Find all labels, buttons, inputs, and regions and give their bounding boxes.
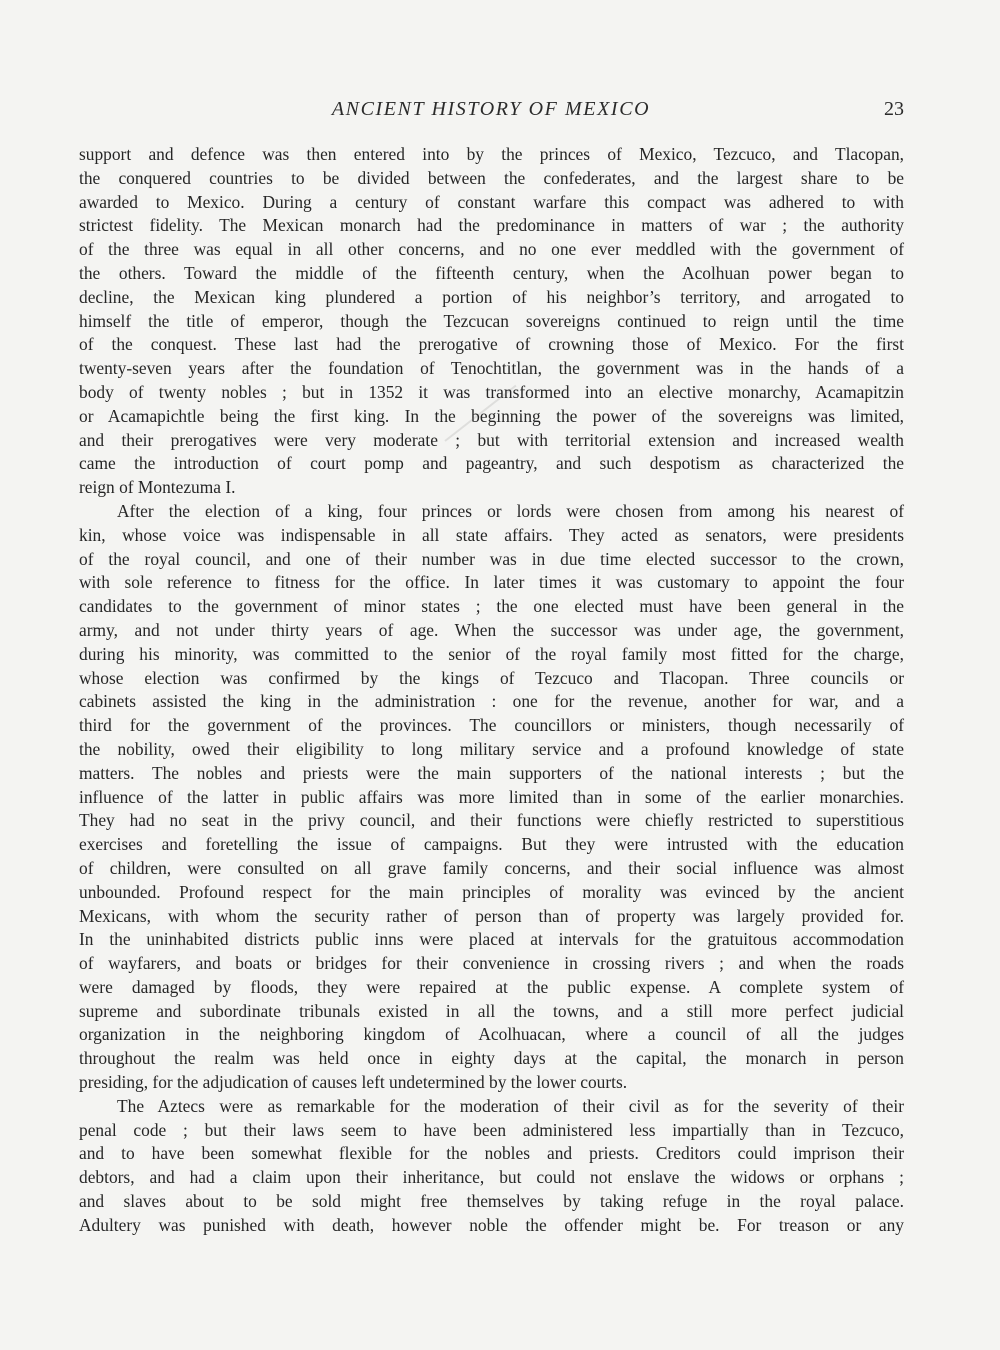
text-line: during his minority, was committed to the senior of the royal family most fitted for the charge,	[79, 643, 904, 664]
text-line: They had no seat in the privy council, and their functions were chiefly restricted to superstitious	[79, 810, 904, 831]
paragraph-2	[79, 500, 904, 1095]
text-line: of the conquest. These last had the prerogative of crowning those of Mexico. For the first	[79, 334, 904, 355]
text-line: cabinets assisted the king in the administration : one for the revenue, another for war, and a	[79, 691, 904, 712]
text-line: with sole reference to fitness for the office. In later times it was customary to appoint the four	[79, 572, 904, 593]
text-line: strictest fidelity. The Mexican monarch had the predominance in matters of war ; the authority	[79, 215, 904, 236]
text-line: candidates to the government of minor states ; the one elected must have been general in the	[79, 596, 904, 617]
text-line: support and defence was then entered into by the princes of Mexico, Tezcuco, and Tlacopan,	[79, 144, 904, 164]
text-line: third for the government of the provinces. The councillors or ministers, though necessarily of	[79, 715, 904, 736]
text-line: throughout the realm was held once in eighty days at the capital, the monarch in person	[79, 1048, 904, 1069]
text-line: army, and not under thirty years of age. When the successor was under age, the government,	[79, 619, 904, 640]
text-line: exercises and foretelling the issue of campaigns. But they were intrusted with the education	[79, 834, 904, 855]
paragraph-3	[79, 1095, 904, 1238]
text-line: body of twenty nobles ; but in 1352 it was transformed into an elective monarchy, Acamapitzin	[79, 381, 904, 402]
text-line: awarded to Mexico. During a century of constant warfare this compact was adhered to with	[79, 191, 904, 212]
body-text	[79, 143, 904, 1238]
text-line: After the election of a king, four princes or lords were chosen from among his nearest of	[117, 500, 904, 521]
text-line: twenty-seven years after the foundation of Tenochtitlan, the government was in the hands of a	[79, 358, 904, 379]
text-line: of the royal council, and one of their number was in due time elected successor to the crown,	[79, 548, 904, 569]
text-line: matters. The nobles and priests were the main supporters of the national interests ; but the	[79, 762, 904, 783]
text-line: the conquered countries to be divided between the confederates, and the largest share to be	[79, 167, 904, 188]
text-line: and their prerogatives were very moderate ; but with territorial extension and increased wealth	[79, 429, 904, 450]
text-line: debtors, and had a claim upon their inheritance, but could not enslave the widows or orphans ;	[79, 1167, 904, 1188]
text-line: and to have been somewhat flexible for the nobles and priests. Creditors could imprison their	[79, 1143, 904, 1164]
text-line: influence of the latter in public affairs was more limited than in some of the earlier monarchies.	[79, 786, 904, 807]
text-line: penal code ; but their laws seem to have been administered less impartially than in Tezcuco,	[79, 1119, 904, 1140]
text-line: The Aztecs were as remarkable for the moderation of their civil as for the severity of their	[117, 1095, 904, 1116]
text-line: In the uninhabited districts public inns were placed at intervals for the gratuitous accommodation	[79, 929, 904, 950]
text-line: himself the title of emperor, though the Tezcucan sovereigns continued to reign until the time	[79, 310, 904, 331]
text-line: reign of Montezuma I.	[79, 477, 236, 498]
text-line: kin, whose voice was indispensable in all state affairs. They acted as senators, were presidents	[79, 524, 904, 545]
text-line: Mexicans, with whom the security rather of person than of property was largely provided for.	[79, 905, 904, 926]
text-line: the others. Toward the middle of the fifteenth century, when the Acolhuan power began to	[79, 262, 904, 283]
text-line: or Acamapichtle being the first king. In the beginning the power of the sovereigns was limited,	[79, 405, 904, 426]
running-head-title: ANCIENT HISTORY OF MEXICO	[331, 98, 651, 120]
text-line: and slaves about to be sold might free themselves by taking refuge in the royal palace.	[79, 1191, 904, 1212]
text-line: presiding, for the adjudication of causes left undetermined by the lower courts.	[79, 1072, 628, 1093]
text-line: were damaged by floods, they were repaired at the public expense. A complete system of	[79, 976, 904, 997]
text-line: decline, the Mexican king plundered a portion of his neighbor’s territory, and arrogated to	[79, 286, 904, 307]
page-number: 23	[884, 98, 904, 120]
text-line: whose election was confirmed by the kings of Tezcuco and Tlacopan. Three councils or	[79, 667, 904, 688]
text-line: unbounded. Profound respect for the main principles of morality was evinced by the ancient	[79, 881, 904, 902]
text-line: of children, were consulted on all grave family concerns, and their social influence was almost	[79, 857, 904, 878]
text-line: of the three was equal in all other concerns, and no one ever meddled with the government of	[79, 239, 904, 260]
text-line: organization in the neighboring kingdom of Acolhuacan, where a council of all the judges	[79, 1024, 904, 1045]
paragraph-1	[79, 143, 904, 500]
text-line: of wayfarers, and boats or bridges for their convenience in crossing rivers ; and when the roads	[79, 953, 904, 974]
text-line: Adultery was punished with death, however noble the offender might be. For treason or any	[79, 1214, 904, 1235]
text-line: the nobility, owed their eligibility to long military service and a profound knowledge of state	[79, 738, 904, 759]
running-head	[78, 98, 904, 128]
text-line: came the introduction of court pomp and pageantry, and such despotism as characterized the	[79, 453, 904, 474]
text-line: supreme and subordinate tribunals existed in all the towns, and a still more perfect judicial	[79, 1000, 904, 1021]
